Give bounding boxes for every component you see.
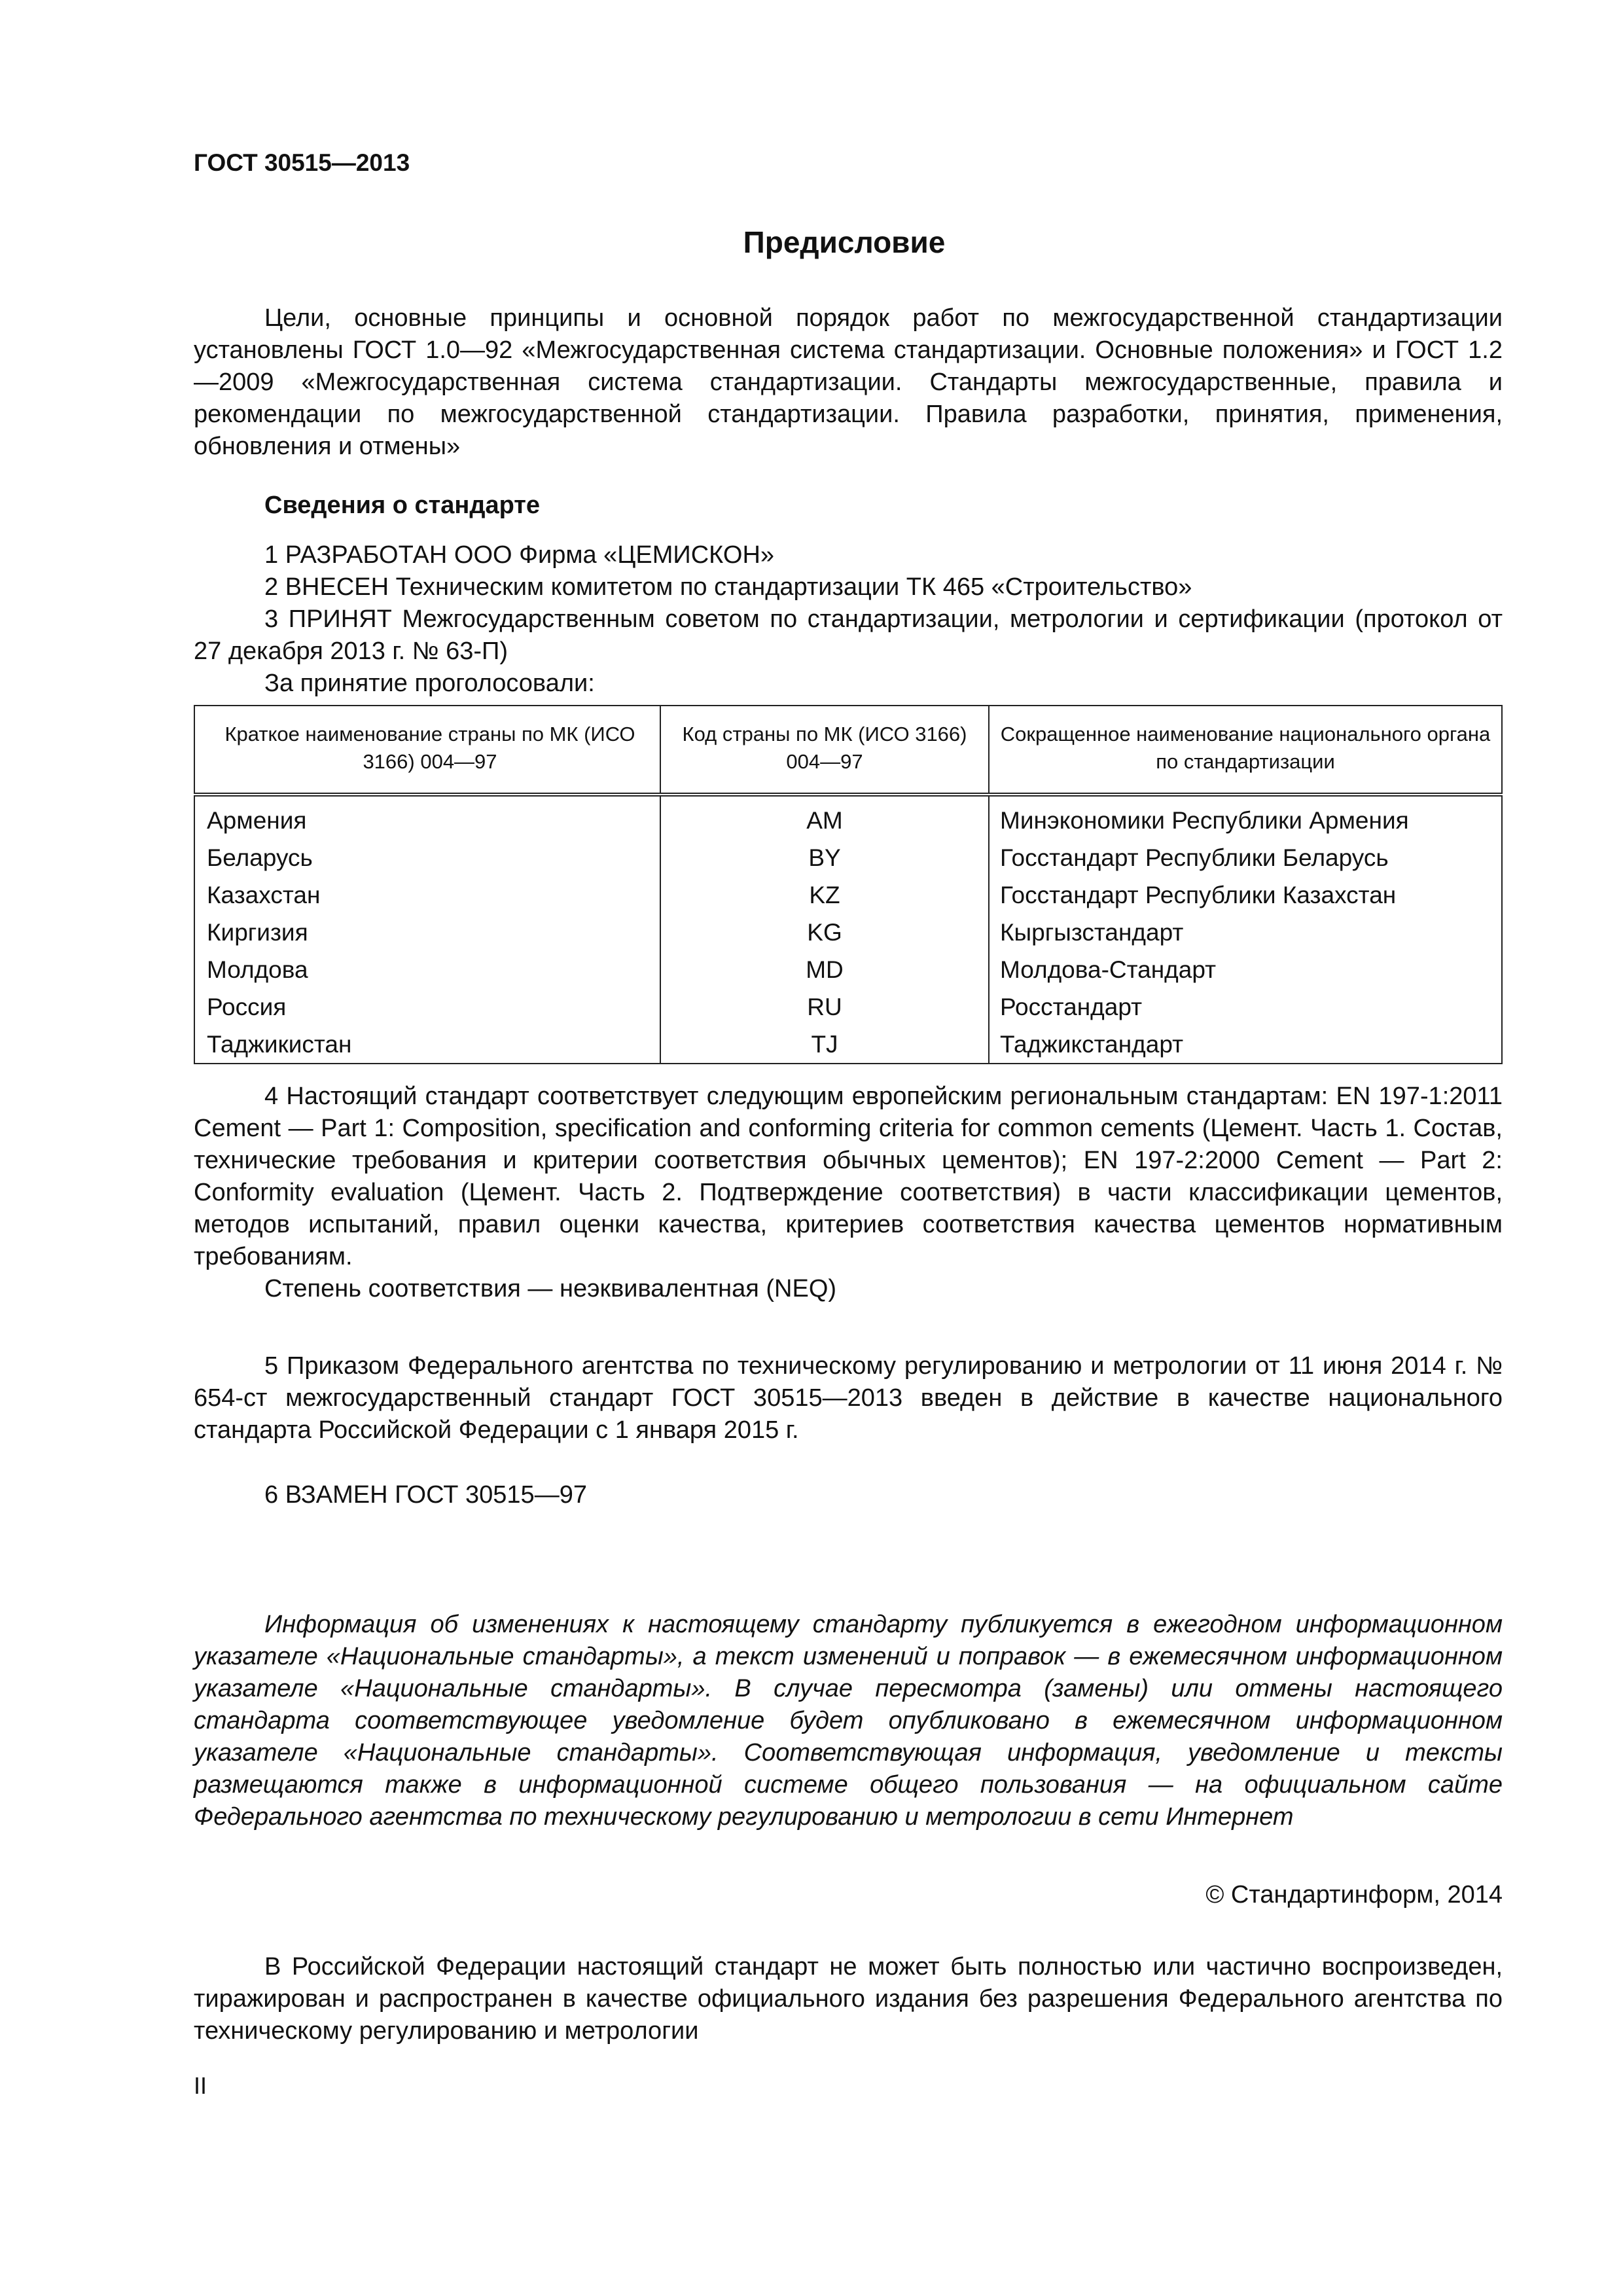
table-row	[194, 1026, 1502, 1064]
item-5: 5 Приказом Федерального агентства по техническому регулированию и метрологии от 11 июня 2014 г. № 654-ст межгосударственный стандарт ГОСТ 30515—2013 введен в действие в качестве национального стандарта Российской Федерации с 1 января 2015 г.	[194, 1352, 1503, 1444]
country-code: AM	[660, 795, 989, 839]
table-row	[194, 951, 1502, 988]
national-body: Госстандарт Республики Казахстан	[989, 876, 1502, 914]
header-national-body: Сокращенное наименование национального органа по стандартизации	[989, 706, 1502, 795]
country-code: TJ	[660, 1026, 989, 1064]
country-code: BY	[660, 839, 989, 876]
country-name: Таджикистан	[194, 1026, 660, 1064]
country-code: RU	[660, 988, 989, 1026]
legal-paragraph: В Российской Федерации настоящий стандарт не может быть полностью или частично воспроизведен, тиражирован и распространен в качестве официального издания без разрешения Федерального агентства по техническому регулированию и метрологии	[194, 1953, 1503, 2045]
national-body: Кыргызстандарт	[989, 914, 1502, 951]
page-title: Предисловие	[743, 225, 946, 259]
country-code: KZ	[660, 876, 989, 914]
item-4-degree: Степень соответствия — неэквивалентная (NEQ)	[264, 1275, 837, 1302]
country-name: Молдова	[194, 951, 660, 988]
country-code: KG	[660, 914, 989, 951]
standard-code: ГОСТ 30515—2013	[194, 149, 410, 176]
national-body: Минэкономики Республики Армения	[989, 795, 1502, 839]
intro-paragraph: Цели, основные принципы и основной порядок работ по межгосударственной стандартизации установлены ГОСТ 1.0—92 «Межгосударственная система стандартизации. Основные положения» и ГОСТ 1.2—2009 «Межгосударственная система стандартизации. Стандарты межгосударственные, правила и рекомендации по межгосударственной стандартизации. Правила разработки, принятия, применения, обновления и отмены»	[194, 304, 1503, 460]
item-1: 1 РАЗРАБОТАН ООО Фирма «ЦЕМИСКОН»	[264, 541, 775, 569]
countries-table	[194, 705, 1503, 1064]
item-4: 4 Настоящий стандарт соответствует следующим европейским региональным стандартам: EN 197-1:2011 Cement — Part 1: Composition, specification and conforming criteria for common cements (Цемент. Часть 1. Состав, технические требования и критерии соответствия обычных цементов); EN 197-2:2000 Cement — Part 2: Conformity evaluation (Цемент. Часть 2. Подтверждение соответствия) в части классификации цементов, методов испытаний, правил оценки качества, критериев соответствия качества цементов нормативным требованиям.	[194, 1083, 1503, 1270]
table-row	[194, 795, 1502, 839]
country-name: Россия	[194, 988, 660, 1026]
country-name: Киргизия	[194, 914, 660, 951]
national-body: Госстандарт Республики Беларусь	[989, 839, 1502, 876]
notice-paragraph: Информация об изменениях к настоящему стандарту публикуется в ежегодном информационном указателе «Национальные стандарты», а текст изменений и поправок — в ежемесячном информационном указателе «Национальные стандарты». В случае пересмотра (замены) или отмены настоящего стандарта соответствующее уведомление будет опубликовано в ежемесячном информационном указателе «Национальные стандарты». Соответствующая информация, уведомление и тексты размещаются также в информационной системе общего пользования — на официальном сайте Федерального агентства по техническому регулированию и метрологии в сети Интернет	[194, 1611, 1503, 1831]
copyright: © Стандартинформ, 2014	[1205, 1881, 1503, 1909]
national-body: Росстандарт	[989, 988, 1502, 1026]
country-name: Казахстан	[194, 876, 660, 914]
national-body: Молдова-Стандарт	[989, 951, 1502, 988]
item-3: 3 ПРИНЯТ Межгосударственным советом по стандартизации, метрологии и сертификации (протокол от 27 декабря 2013 г. № 63-П)	[194, 605, 1503, 665]
table-header-row	[194, 706, 1502, 795]
item-2: 2 ВНЕСЕН Техническим комитетом по стандартизации ТК 465 «Строительство»	[264, 573, 1192, 601]
national-body: Таджикстандарт	[989, 1026, 1502, 1064]
table-row	[194, 988, 1502, 1026]
table-row	[194, 876, 1502, 914]
header-country-name: Краткое наименование страны по МК (ИСО 3166) 004—97	[194, 706, 660, 795]
country-code: MD	[660, 951, 989, 988]
page-number: II	[194, 2072, 207, 2099]
table-row	[194, 839, 1502, 876]
voted-label: За принятие проголосовали:	[264, 670, 595, 697]
table-row	[194, 914, 1502, 951]
country-name: Армения	[194, 795, 660, 839]
item-6: 6 ВЗАМЕН ГОСТ 30515—97	[264, 1481, 587, 1509]
header-country-code: Код страны по МК (ИСО 3166) 004—97	[660, 706, 989, 795]
info-heading: Сведения о стандарте	[264, 492, 541, 519]
country-name: Беларусь	[194, 839, 660, 876]
